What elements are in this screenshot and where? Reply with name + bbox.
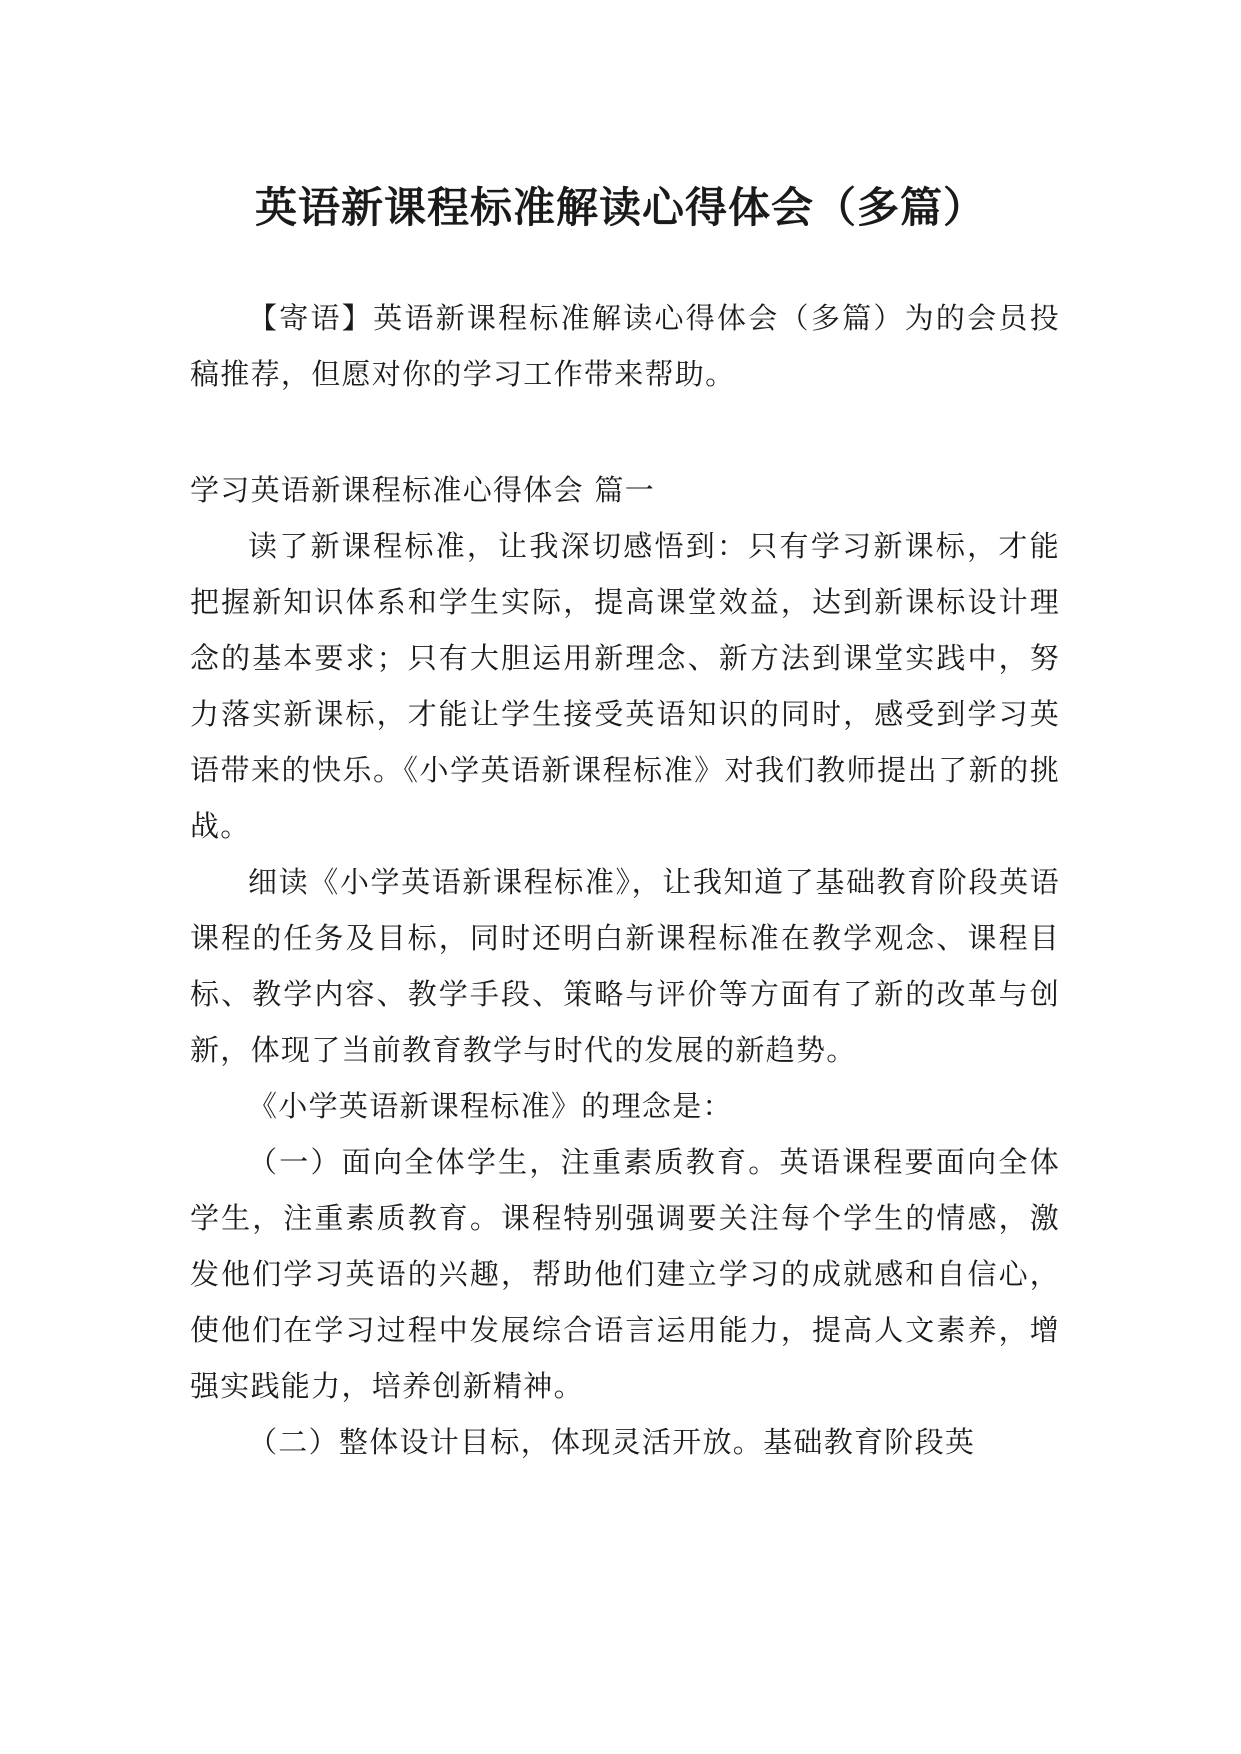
body-paragraph: 细读《小学英语新课程标准》，让我知道了基础教育阶段英语课程的任务及目标，同时还明白新课程标准在教学观念、课程目标、教学内容、教学手段、策略与评价等方面有了新的改革与创新，体现了当前教育教学与时代的发展的新趋势。 <box>190 865 1060 1067</box>
body-paragraph: （二）整体设计目标，体现灵活开放。基础教育阶段英 <box>248 1425 976 1459</box>
paragraph-gap <box>190 402 1060 462</box>
body-paragraph: 《小学英语新课程标准》的理念是： <box>248 1089 733 1123</box>
intro-paragraph: 【寄语】英语新课程标准解读心得体会（多篇）为的会员投稿推荐，但愿对你的学习工作带来帮助。 <box>190 301 1060 391</box>
document-body <box>190 290 1060 1470</box>
document-title: 英语新课程标准解读心得体会（多篇） <box>254 183 986 233</box>
body-paragraph: 读了新课程标准，让我深切感悟到：只有学习新课标，才能把握新知识体系和学生实际，提高课堂效益，达到新课标设计理念的基本要求；只有大胆运用新理念、新方法到课堂实践中，努力落实新课标，才能让学生接受英语知识的同时，感受到学习英语带来的快乐。《小学英语新课程标准》对我们教师提出了新的挑战。 <box>190 529 1060 843</box>
section-heading: 学习英语新课程标准心得体会 篇一 <box>190 473 656 507</box>
body-paragraph: （一）面向全体学生，注重素质教育。英语课程要面向全体学生，注重素质教育。课程特别强调要关注每个学生的情感，激发他们学习英语的兴趣，帮助他们建立学习的成就感和自信心，使他们在学习过程中发展综合语言运用能力，提高人文素养，增强实践能力，培养创新精神。 <box>190 1145 1060 1403</box>
